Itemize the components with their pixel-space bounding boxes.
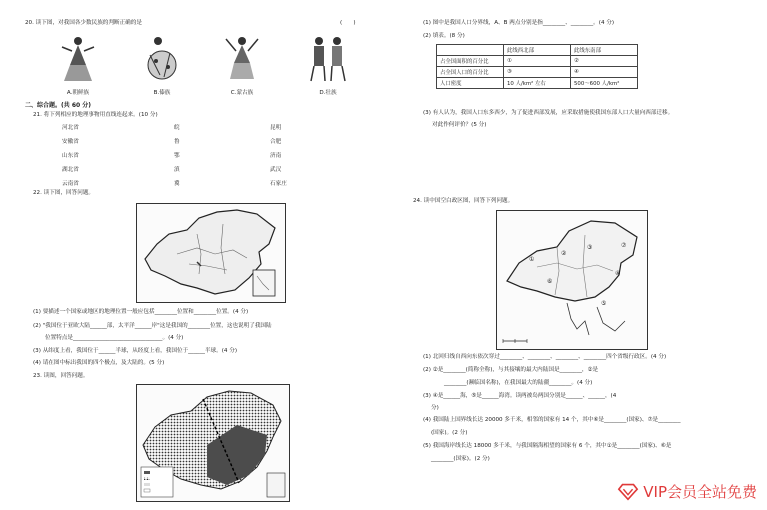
q21-abbr-1: 皖 [174,125,180,131]
q24-sub4-line2: (国家)。(2 分) [431,430,468,436]
table-cell-pop-nw[interactable]: ③ [504,67,571,78]
q23-sub2: (2) 填表。(8 分) [423,33,465,39]
table-row-density-label: 人口密度 [437,78,504,89]
svg-text:⑤: ⑤ [601,300,607,307]
table-header-southeast: 此线东南部 [571,45,638,56]
q21-province-2: 安徽省 [62,139,79,145]
q20-answer-paren: ( ) [340,20,356,26]
q24-stem: 24. 读中国空白政区图，回答下列问题。 [413,198,514,204]
q22-china-map [136,203,286,303]
mongolian-dancer-icon [220,35,264,83]
q24-sub5-line1: (5) 我国海岸线长达 18000 多千米，与我国隔海相望的国家有 6 个，其中①是________(国家)、⑥是 [423,443,672,449]
q20-stem: 20. 读下图，对我国各少数民族的判断正确的是 [25,20,142,26]
option-b-label: B.傣族 [153,90,171,96]
q21-abbr-4: 滇 [174,167,180,173]
zhuang-couple-icon [305,35,351,83]
q21-province-5: 云南省 [62,181,79,187]
q23-fill-table [436,44,638,89]
q22-stem: 22. 读下图，回答问题。 [33,190,95,196]
q22-sub2-line1: (2) "我国位于亚欧大陆______部，太平洋______岸"这是我国的________位置，这也说明了我国陆 [33,323,272,329]
svg-text:①: ① [529,256,535,263]
section-2-title: 二、综合题。(共 60 分) [25,102,92,109]
q21-stem: 21. 将下列相应的地理事物用直线连起来。(10 分) [33,112,158,118]
svg-text:②: ② [561,250,567,257]
table-row-pop-label: 占全国人口的百分比 [437,67,504,78]
q21-capital-5: 石家庄 [270,181,287,187]
q21-capital-1: 昆明 [270,125,282,131]
vip-watermark-text: VIP会员全站免费 [643,482,757,501]
q24-sub4-line1: (4) 我国陆上国界线长达 20000 多千米，相邻的国家有 14 个，其中⑥是________(国家)、⑦是________ [423,417,681,423]
q24-sub3-line2: 分) [431,405,439,411]
table-header-blank [437,45,504,56]
q22-sub3: (3) 从纬度上看，我国位于______半球，从经度上看，我国位于______半球。(4 分) [33,348,237,354]
table-row-area-label: 占全国面积的百分比 [437,56,504,67]
korean-dancer-icon [58,35,98,83]
svg-text:⑦: ⑦ [621,242,627,249]
q22-sub2-line2: 位置特点是________________________________。(4 分) [45,335,184,341]
q24-blank-political-map [496,210,648,350]
svg-text:③: ③ [587,244,593,251]
vip-watermark[interactable] [613,478,761,504]
q21-abbr-5: 冀 [174,181,180,187]
svg-text:④: ④ [615,270,621,277]
dai-drummer-icon [140,35,184,83]
q21-capital-3: 济南 [270,153,282,159]
q21-province-1: 河北省 [62,125,79,131]
q23-stem: 23. 读图，回答问题。 [33,373,89,379]
option-a-figure [58,35,98,96]
q21-province-3: 山东省 [62,153,79,159]
q23-sub3-line2: 对此作何评价？(5 分) [432,122,487,128]
q24-sub1: (1) 北回归线自西向东依次穿过________、________、________、________四个省级行政区。(4 分) [423,354,667,360]
option-d-label: D.壮族 [319,90,337,96]
table-cell-pop-se[interactable]: ④ [571,67,638,78]
q21-capital-4: 武汉 [270,167,282,173]
table-cell-density-nw: 10 人/km² 左右 [504,78,571,89]
q21-abbr-3: 鄂 [174,153,180,159]
option-c-label: C.蒙古族 [230,90,254,96]
q24-sub3-line1: (3) ④是______海，⑤是______海湾。读两被岛两国分别是______、______，(4 [423,393,617,399]
option-a-label: A.朝鲜族 [66,90,90,96]
svg-text:⑥: ⑥ [547,278,553,285]
q23-sub1: (1) 图中是我国人口分界线，A、B 两点分别是指________、________。(4 分) [423,20,615,26]
q22-sub1: (1) 要描述一个国家或地区的地理位置一般应包括________位置和________位置。(4 分) [33,309,249,315]
table-cell-area-nw[interactable]: ① [504,56,571,67]
q24-sub2-line1: (2) ②是________(简称全称)，与其接壤的最大内陆国是________，②是 [423,367,599,373]
option-b-figure [140,35,184,96]
q23-population-map [136,384,290,502]
q23-sub3-line1: (3) 有人认为，我国人口东多西少，为了促进西部发展，应采取措施使我国东部人口大量向西部迁移。 [423,110,674,116]
table-header-northwest: 此线西北部 [504,45,571,56]
q24-sub2-line2: ________(濒临国名称)，在我国最大的陆疆________。(4 分) [444,380,593,386]
q22-sub4: (4) 请在图中标出我国的四个极点，及大陆的。(5 分) [33,360,165,366]
q21-abbr-2: 鲁 [174,139,180,145]
diamond-logo-icon [617,480,639,502]
table-cell-area-se[interactable]: ② [571,56,638,67]
q24-sub5-line2: ________(国家)。(2 分) [431,456,490,462]
q21-province-4: 湖北省 [62,167,79,173]
option-d-figure [305,35,351,96]
table-cell-density-se: 500～600 人/km² [571,78,638,89]
option-c-figure [220,35,264,96]
q21-capital-2: 合肥 [270,139,282,145]
